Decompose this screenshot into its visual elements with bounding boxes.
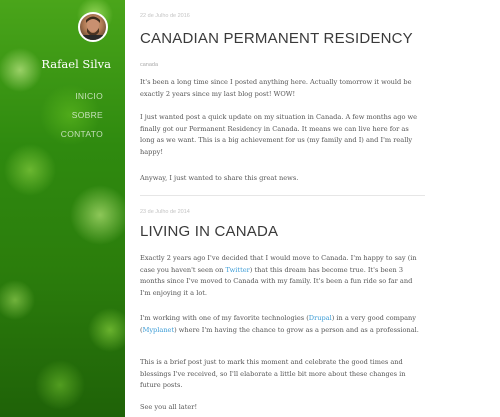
post-date: 22 de Julho de 2016 <box>140 13 190 19</box>
post-date: 23 de Julho de 2014 <box>140 209 190 215</box>
post-paragraph: Exactly 2 years ago I've decided that I would move to Canada. I'm happy to say (in case you haven't seen on Twitter) that this dream has become true. It's been 3 months since I've moved to Canada with my family. It's been a fun ride so far and I'm enjoying it a lot. <box>140 254 417 298</box>
post-paragraph: It's been a long time since I posted anything here. Actually tomorrow it would be exactly 2 years since my last blog post! WOW! <box>140 78 412 98</box>
nav-item-inicio[interactable]: INICIO <box>75 91 103 101</box>
site-name[interactable]: Rafael Silva <box>41 57 111 71</box>
main-nav <box>61 87 103 144</box>
sidebar <box>0 0 125 417</box>
post-title[interactable]: LIVING IN CANADA <box>140 223 279 240</box>
avatar-photo <box>80 14 106 40</box>
nav-item-sobre[interactable]: SOBRE <box>71 110 103 120</box>
nav-item-contato[interactable]: CONTATO <box>60 129 103 139</box>
avatar[interactable] <box>78 12 108 42</box>
post-paragraph: I just wanted post a quick update on my situation in Canada. A few months ago we finally got our Permanent Residency in Canada. It means we can live here for as long as we want. This is a big achievement for us (my family and I) and I'm really happy! <box>140 113 418 157</box>
drupal-link[interactable]: Drupal <box>308 314 332 322</box>
post-tag[interactable]: canada <box>140 62 159 68</box>
post-paragraph: See you all later! <box>140 403 198 411</box>
post-divider <box>140 195 425 196</box>
post-paragraph: Anyway, I just wanted to share this great news. <box>140 174 299 182</box>
post-paragraph: I'm working with one of my favorite technologies (Drupal) in a very good company (Myplanet) where I'm having the chance to grow as a person and as a professional. <box>140 314 419 334</box>
myplanet-link[interactable]: Myplanet <box>142 325 175 334</box>
post-title[interactable]: CANADIAN PERMANENT RESIDENCY <box>140 30 413 47</box>
twitter-link[interactable]: Twitter <box>225 265 250 274</box>
post-paragraph: This is a brief post just to mark this moment and celebrate the good times and blessings I've received, so I'll elaborate a little bit more about these changes in future posts. <box>140 358 406 390</box>
